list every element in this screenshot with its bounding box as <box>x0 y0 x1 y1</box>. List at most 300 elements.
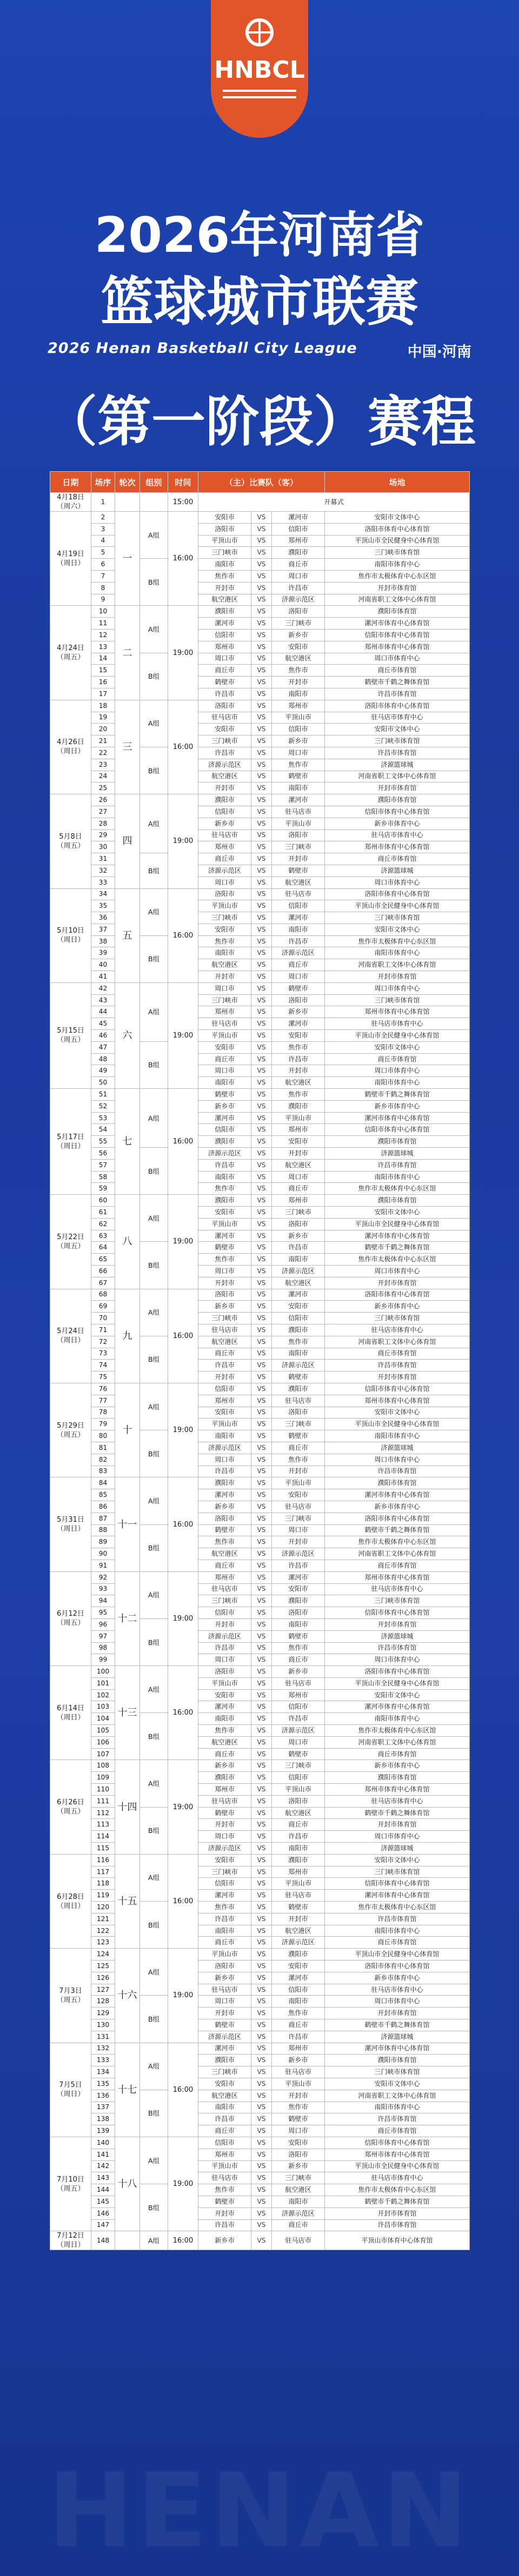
vs-label: VS <box>251 1595 272 1607</box>
venue-cell: 驻马店市体育中心 <box>325 712 470 724</box>
match-no: 56 <box>91 1148 115 1160</box>
match-no: 11 <box>91 618 115 630</box>
match-no: 81 <box>91 1442 115 1454</box>
table-row <box>50 1159 470 1171</box>
match-no: 19 <box>91 712 115 724</box>
home-team: 商丘市 <box>198 1348 251 1360</box>
home-team: 济源示范区 <box>198 759 251 771</box>
group-cell: A组 <box>140 2137 168 2184</box>
vs-label: VS <box>251 1925 272 1937</box>
match-no: 127 <box>91 1984 115 1996</box>
vs-label: VS <box>251 688 272 700</box>
home-team: 商丘市 <box>198 2125 251 2137</box>
venue-cell: 郑州市体育中心体育馆 <box>325 641 470 653</box>
vs-label: VS <box>251 759 272 771</box>
table-row <box>50 1618 470 1630</box>
home-team: 济源示范区 <box>198 1148 251 1160</box>
away-team: 郑州市 <box>272 1689 325 1701</box>
vs-label: VS <box>251 2196 272 2207</box>
match-no: 31 <box>91 853 115 865</box>
table-row <box>50 1654 470 1666</box>
home-team: 济源示范区 <box>198 865 251 876</box>
away-team: 信阳市 <box>272 1701 325 1713</box>
match-no: 15 <box>91 665 115 677</box>
match-no: 25 <box>91 782 115 794</box>
match-no: 28 <box>91 818 115 829</box>
home-team: 平顶山市 <box>198 535 251 547</box>
away-team: 驻马店市 <box>272 2066 325 2078</box>
match-no: 50 <box>91 1077 115 1089</box>
match-no: 135 <box>91 2078 115 2090</box>
group-cell <box>140 493 168 512</box>
venue-cell: 开封市体育馆 <box>325 1618 470 1630</box>
away-team: 濮阳市 <box>272 1100 325 1112</box>
table-row <box>50 900 470 912</box>
table-row <box>50 1442 470 1454</box>
vs-label: VS <box>251 971 272 983</box>
table-row <box>50 1501 470 1513</box>
table-row <box>50 2019 470 2031</box>
vs-label: VS <box>251 1831 272 1843</box>
vs-label: VS <box>251 1560 272 1571</box>
table-row <box>50 876 470 888</box>
vs-label: VS <box>251 1324 272 1336</box>
group-cell: A组 <box>140 1477 168 1524</box>
venue-cell: 周口市体育中心 <box>325 653 470 665</box>
away-team: 开封市 <box>272 1466 325 1477</box>
table-row <box>50 1065 470 1077</box>
away-team: 鹤壁市 <box>272 1430 325 1442</box>
vs-label: VS <box>251 829 272 841</box>
away-team: 平顶山市 <box>272 1112 325 1124</box>
vs-label: VS <box>251 1466 272 1477</box>
table-row <box>50 982 470 994</box>
vs-label: VS <box>251 1772 272 1784</box>
table-row <box>50 1254 470 1266</box>
home-team: 漯河市 <box>198 1112 251 1124</box>
vs-label: VS <box>251 876 272 888</box>
match-no: 77 <box>91 1395 115 1407</box>
venue-cell: 驻马店市体育中心 <box>325 2172 470 2184</box>
venue-cell: 洛阳市体育中心体育馆 <box>325 1289 470 1301</box>
table-row <box>50 1560 470 1571</box>
away-team: 鹤壁市 <box>272 982 325 994</box>
table-row <box>50 2137 470 2149</box>
date-cell: 6月14日 （周日） <box>50 1666 91 1760</box>
match-no: 146 <box>91 2207 115 2219</box>
table-row <box>50 2008 470 2019</box>
table-row <box>50 1513 470 1524</box>
table-row <box>50 1595 470 1607</box>
home-team: 驻马店市 <box>198 1583 251 1595</box>
vs-label: VS <box>251 1607 272 1619</box>
home-team: 濮阳市 <box>198 606 251 618</box>
vs-label: VS <box>251 853 272 865</box>
vs-label: VS <box>251 1725 272 1737</box>
away-team: 濮阳市 <box>272 1595 325 1607</box>
vs-label: VS <box>251 2066 272 2078</box>
venue-cell: 安阳市文体中心 <box>325 1207 470 1219</box>
venue-cell: 鹤壁市千鹤之舞体育馆 <box>325 2019 470 2031</box>
group-cell: B组 <box>140 1996 168 2043</box>
table-row <box>50 1301 470 1313</box>
home-team: 安阳市 <box>198 512 251 524</box>
venue-cell: 许昌市体育馆 <box>325 1642 470 1654</box>
venue-cell: 平顶山市全民健身中心体育馆 <box>325 1030 470 1042</box>
venue-cell: 周口市体育中心 <box>325 1065 470 1077</box>
vs-label: VS <box>251 2031 272 2043</box>
venue-cell: 信阳市体育中心体育馆 <box>325 1383 470 1395</box>
vs-label: VS <box>251 912 272 924</box>
venue-cell: 信阳市体育中心体育馆 <box>325 1124 470 1136</box>
home-team: 驻马店市 <box>198 829 251 841</box>
home-team: 信阳市 <box>198 1607 251 1619</box>
vs-label: VS <box>251 629 272 641</box>
venue-cell: 焦作市太极体育中心东区馆 <box>325 570 470 582</box>
vs-label: VS <box>251 665 272 677</box>
group-cell: B组 <box>140 853 168 888</box>
away-team: 濮阳市 <box>272 1854 325 1866</box>
table-row <box>50 606 470 618</box>
vs-label: VS <box>251 1760 272 1772</box>
table-row <box>50 1195 470 1207</box>
home-team: 郑州市 <box>198 2149 251 2160</box>
away-team: 南阳市 <box>272 924 325 935</box>
away-team: 濮阳市 <box>272 1949 325 1961</box>
venue-cell: 平顶山市全民健身中心体育馆 <box>325 1218 470 1230</box>
vs-label: VS <box>251 2019 272 2031</box>
venue-cell: 南阳市体育中心 <box>325 1925 470 1937</box>
table-row <box>50 2125 470 2137</box>
venue-cell: 郑州市体育中心体育馆 <box>325 1571 470 1583</box>
away-team: 郑州市 <box>272 1866 325 1878</box>
home-team: 安阳市 <box>198 1689 251 1701</box>
home-team: 信阳市 <box>198 2137 251 2149</box>
vs-label: VS <box>251 1961 272 1972</box>
table-row <box>50 1819 470 1831</box>
away-team: 驻马店市 <box>272 1677 325 1689</box>
venue-cell: 洛阳市体育中心体育馆 <box>325 888 470 900</box>
vs-label: VS <box>251 1795 272 1807</box>
venue-cell: 济源篮球城 <box>325 1148 470 1160</box>
venue-cell: 安阳市文体中心 <box>325 1407 470 1419</box>
date-cell: 7月10日 （周五） <box>50 2137 91 2231</box>
match-no: 30 <box>91 841 115 853</box>
away-team: 洛阳市 <box>272 994 325 1006</box>
venue-cell: 三门峡市体育馆 <box>325 994 470 1006</box>
venue-cell: 新乡市体育中心 <box>325 818 470 829</box>
venue-cell: 三门峡市体育馆 <box>325 735 470 747</box>
venue-cell: 平顶山市全民健身中心体育馆 <box>325 1419 470 1430</box>
table-row <box>50 1171 470 1183</box>
venue-cell: 河南省职工文体中心体育馆 <box>325 771 470 782</box>
away-team: 周口市 <box>272 1171 325 1183</box>
venue-cell: 开封市体育馆 <box>325 782 470 794</box>
venue-cell: 三门峡市体育馆 <box>325 1866 470 1878</box>
home-team: 周口市 <box>198 876 251 888</box>
table-row <box>50 1748 470 1760</box>
group-cell: A组 <box>140 1854 168 1901</box>
away-team: 平顶山市 <box>272 1477 325 1489</box>
match-no: 44 <box>91 1006 115 1018</box>
match-no: 113 <box>91 1819 115 1831</box>
table-row <box>50 2031 470 2043</box>
vs-label: VS <box>251 935 272 947</box>
venue-cell: 开封市体育馆 <box>325 2008 470 2019</box>
vs-label: VS <box>251 1984 272 1996</box>
vs-label: VS <box>251 1419 272 1430</box>
home-team: 驻马店市 <box>198 1324 251 1336</box>
away-team: 焦作市 <box>272 665 325 677</box>
away-team: 航空港区 <box>272 876 325 888</box>
vs-label: VS <box>251 865 272 876</box>
venue-cell: 驻马店市体育中心 <box>325 1018 470 1030</box>
home-team: 鹤壁市 <box>198 2019 251 2031</box>
away-team: 鹤壁市 <box>272 1630 325 1642</box>
venue-cell: 鹤壁市千鹤之舞体育馆 <box>325 677 470 688</box>
vs-label: VS <box>251 1100 272 1112</box>
vs-label: VS <box>251 2008 272 2019</box>
away-team: 南阳市 <box>272 782 325 794</box>
match-no: 39 <box>91 947 115 959</box>
vs-label: VS <box>251 1230 272 1242</box>
table-row <box>50 724 470 735</box>
home-team: 漯河市 <box>198 1701 251 1713</box>
venue-cell: 郑州市体育中心体育馆 <box>325 1395 470 1407</box>
venue-cell: 鹤壁市千鹤之舞体育馆 <box>325 1089 470 1101</box>
group-cell: A组 <box>140 2043 168 2090</box>
table-row <box>50 1313 470 1324</box>
table-row <box>50 1984 470 1996</box>
vs-label: VS <box>251 1254 272 1266</box>
away-team: 济源示范区 <box>272 594 325 606</box>
group-cell: A组 <box>140 1760 168 1807</box>
home-team: 许昌市 <box>198 2219 251 2231</box>
home-team: 济源示范区 <box>198 1843 251 1855</box>
table-row <box>50 1784 470 1796</box>
vs-label: VS <box>251 1277 272 1289</box>
vs-label: VS <box>251 1266 272 1277</box>
table-row <box>50 935 470 947</box>
home-team: 新乡市 <box>198 1100 251 1112</box>
home-team: 郑州市 <box>198 1395 251 1407</box>
time-cell: 19:00 <box>168 606 198 700</box>
home-team: 驻马店市 <box>198 2172 251 2184</box>
venue-cell: 南阳市体育中心 <box>325 947 470 959</box>
match-no: 91 <box>91 1560 115 1571</box>
match-no: 119 <box>91 1890 115 1902</box>
table-row <box>50 735 470 747</box>
venue-cell: 驻马店市体育中心 <box>325 1583 470 1595</box>
away-team: 平顶山市 <box>272 1784 325 1796</box>
vs-label: VS <box>251 712 272 724</box>
match-no: 148 <box>91 2231 115 2250</box>
venue-cell: 许昌市体育馆 <box>325 688 470 700</box>
vs-label: VS <box>251 2219 272 2231</box>
match-no: 66 <box>91 1266 115 1277</box>
table-row <box>50 1583 470 1595</box>
date-cell: 7月5日 （周日） <box>50 2043 91 2137</box>
col-venue: 场地 <box>325 472 470 493</box>
schedule-table <box>50 471 469 2250</box>
venue-cell: 济源篮球城 <box>325 759 470 771</box>
away-team: 许昌市 <box>272 1713 325 1725</box>
table-row <box>50 641 470 653</box>
table-row <box>50 2113 470 2125</box>
home-team: 三门峡市 <box>198 1866 251 1878</box>
table-row <box>50 1419 470 1430</box>
vs-label: VS <box>251 1089 272 1101</box>
away-team: 济源示范区 <box>272 1266 325 1277</box>
time-cell: 19:00 <box>168 1195 198 1289</box>
away-team: 周口市 <box>272 1736 325 1748</box>
vs-label: VS <box>251 1065 272 1077</box>
match-no: 70 <box>91 1313 115 1324</box>
vs-label: VS <box>251 994 272 1006</box>
away-team: 航空港区 <box>272 1925 325 1937</box>
match-no: 147 <box>91 2219 115 2231</box>
table-row <box>50 1324 470 1336</box>
match-no: 138 <box>91 2113 115 2125</box>
match-no: 47 <box>91 1041 115 1053</box>
home-team: 新乡市 <box>198 1501 251 1513</box>
table-row <box>50 1807 470 1819</box>
group-cell: B组 <box>140 747 168 794</box>
venue-cell: 河南省职工文体中心体育馆 <box>325 2090 470 2102</box>
round-cell: 九 <box>115 1289 140 1383</box>
home-team: 许昌市 <box>198 1642 251 1654</box>
vs-label: VS <box>251 1289 272 1301</box>
away-team: 南阳市 <box>272 1348 325 1360</box>
match-no: 136 <box>91 2090 115 2102</box>
table-row <box>50 1677 470 1689</box>
away-team: 信阳市 <box>272 1984 325 1996</box>
date-cell: 4月24日 （周五） <box>50 606 91 700</box>
match-no: 54 <box>91 1124 115 1136</box>
away-team: 鹤壁市 <box>272 771 325 782</box>
home-team: 安阳市 <box>198 1854 251 1866</box>
vs-label: VS <box>251 2102 272 2113</box>
venue-cell: 开封市体育馆 <box>325 582 470 594</box>
home-team: 南阳市 <box>198 1430 251 1442</box>
vs-label: VS <box>251 641 272 653</box>
away-team: 济源示范区 <box>272 1548 325 1560</box>
match-no: 57 <box>91 1159 115 1171</box>
match-no: 112 <box>91 1807 115 1819</box>
match-no: 132 <box>91 2043 115 2055</box>
match-no: 145 <box>91 2196 115 2207</box>
match-no: 16 <box>91 677 115 688</box>
table-row <box>50 2172 470 2184</box>
venue-cell: 漯河市体育中心体育馆 <box>325 1230 470 1242</box>
home-team: 航空港区 <box>198 1548 251 1560</box>
vs-label: VS <box>251 1902 272 1913</box>
home-team: 新乡市 <box>198 818 251 829</box>
venue-cell: 开封市体育馆 <box>325 1819 470 1831</box>
venue-cell: 安阳市文体中心 <box>325 1854 470 1866</box>
match-no: 100 <box>91 1666 115 1678</box>
time-cell: 16:00 <box>168 700 198 794</box>
match-no: 10 <box>91 606 115 618</box>
date-cell: 5月24日 （周日） <box>50 1289 91 1383</box>
table-row <box>50 1831 470 1843</box>
away-team: 漯河市 <box>272 1018 325 1030</box>
home-team: 周口市 <box>198 1065 251 1077</box>
venue-cell: 洛阳市体育中心体育馆 <box>325 1666 470 1678</box>
group-cell: B组 <box>140 653 168 700</box>
venue-cell: 安阳市文体中心 <box>325 512 470 524</box>
match-no: 63 <box>91 1230 115 1242</box>
group-cell: A组 <box>140 1289 168 1336</box>
table-row <box>50 1913 470 1925</box>
vs-label: VS <box>251 1913 272 1925</box>
match-no: 90 <box>91 1548 115 1560</box>
venue-cell: 南阳市体育中心 <box>325 559 470 571</box>
time-cell: 19:00 <box>168 982 198 1088</box>
away-team: 漯河市 <box>272 1289 325 1301</box>
table-row <box>50 2090 470 2102</box>
venue-cell: 鹤壁市千鹤之舞体育馆 <box>325 1242 470 1254</box>
vs-label: VS <box>251 1171 272 1183</box>
match-no: 68 <box>91 1289 115 1301</box>
home-team: 三门峡市 <box>198 1595 251 1607</box>
home-team: 许昌市 <box>198 1360 251 1371</box>
away-team: 济源示范区 <box>272 1937 325 1949</box>
home-team: 焦作市 <box>198 1536 251 1548</box>
venue-cell: 周口市体育中心 <box>325 1831 470 1843</box>
home-team: 驻马店市 <box>198 1984 251 1996</box>
table-row <box>50 1112 470 1124</box>
vs-label: VS <box>251 2184 272 2196</box>
match-no: 133 <box>91 2055 115 2066</box>
table-row <box>50 665 470 677</box>
vs-label: VS <box>251 1195 272 1207</box>
vs-label: VS <box>251 1701 272 1713</box>
round-cell: 十五 <box>115 1854 140 1948</box>
time-cell: 16:00 <box>168 1477 198 1571</box>
date-cell: 4月18日 （周六） <box>50 493 91 512</box>
table-row <box>50 1925 470 1937</box>
vs-label: VS <box>251 1136 272 1148</box>
match-no: 65 <box>91 1254 115 1266</box>
vs-label: VS <box>251 1183 272 1195</box>
table-row <box>50 1383 470 1395</box>
table-row <box>50 1736 470 1748</box>
away-team: 商丘市 <box>272 1654 325 1666</box>
venue-cell: 焦作市太极体育中心东区馆 <box>325 1536 470 1548</box>
away-team: 航空港区 <box>272 2184 325 2196</box>
match-no: 3 <box>91 523 115 535</box>
away-team: 航空港区 <box>272 653 325 665</box>
match-no: 14 <box>91 653 115 665</box>
match-no: 4 <box>91 535 115 547</box>
away-team: 安阳市 <box>272 1961 325 1972</box>
venue-cell: 鹤壁市千鹤之舞体育馆 <box>325 1807 470 1819</box>
vs-label: VS <box>251 559 272 571</box>
vs-label: VS <box>251 959 272 971</box>
table-row <box>50 535 470 547</box>
match-no: 76 <box>91 1383 115 1395</box>
round-cell: 一 <box>115 512 140 606</box>
home-team: 平顶山市 <box>198 1419 251 1430</box>
match-no: 141 <box>91 2149 115 2160</box>
vs-label: VS <box>251 1053 272 1065</box>
away-team: 漯河市 <box>272 1972 325 1984</box>
away-team: 开封市 <box>272 1536 325 1548</box>
match-no: 64 <box>91 1242 115 1254</box>
away-team: 开封市 <box>272 853 325 865</box>
away-team: 南阳市 <box>272 1254 325 1266</box>
